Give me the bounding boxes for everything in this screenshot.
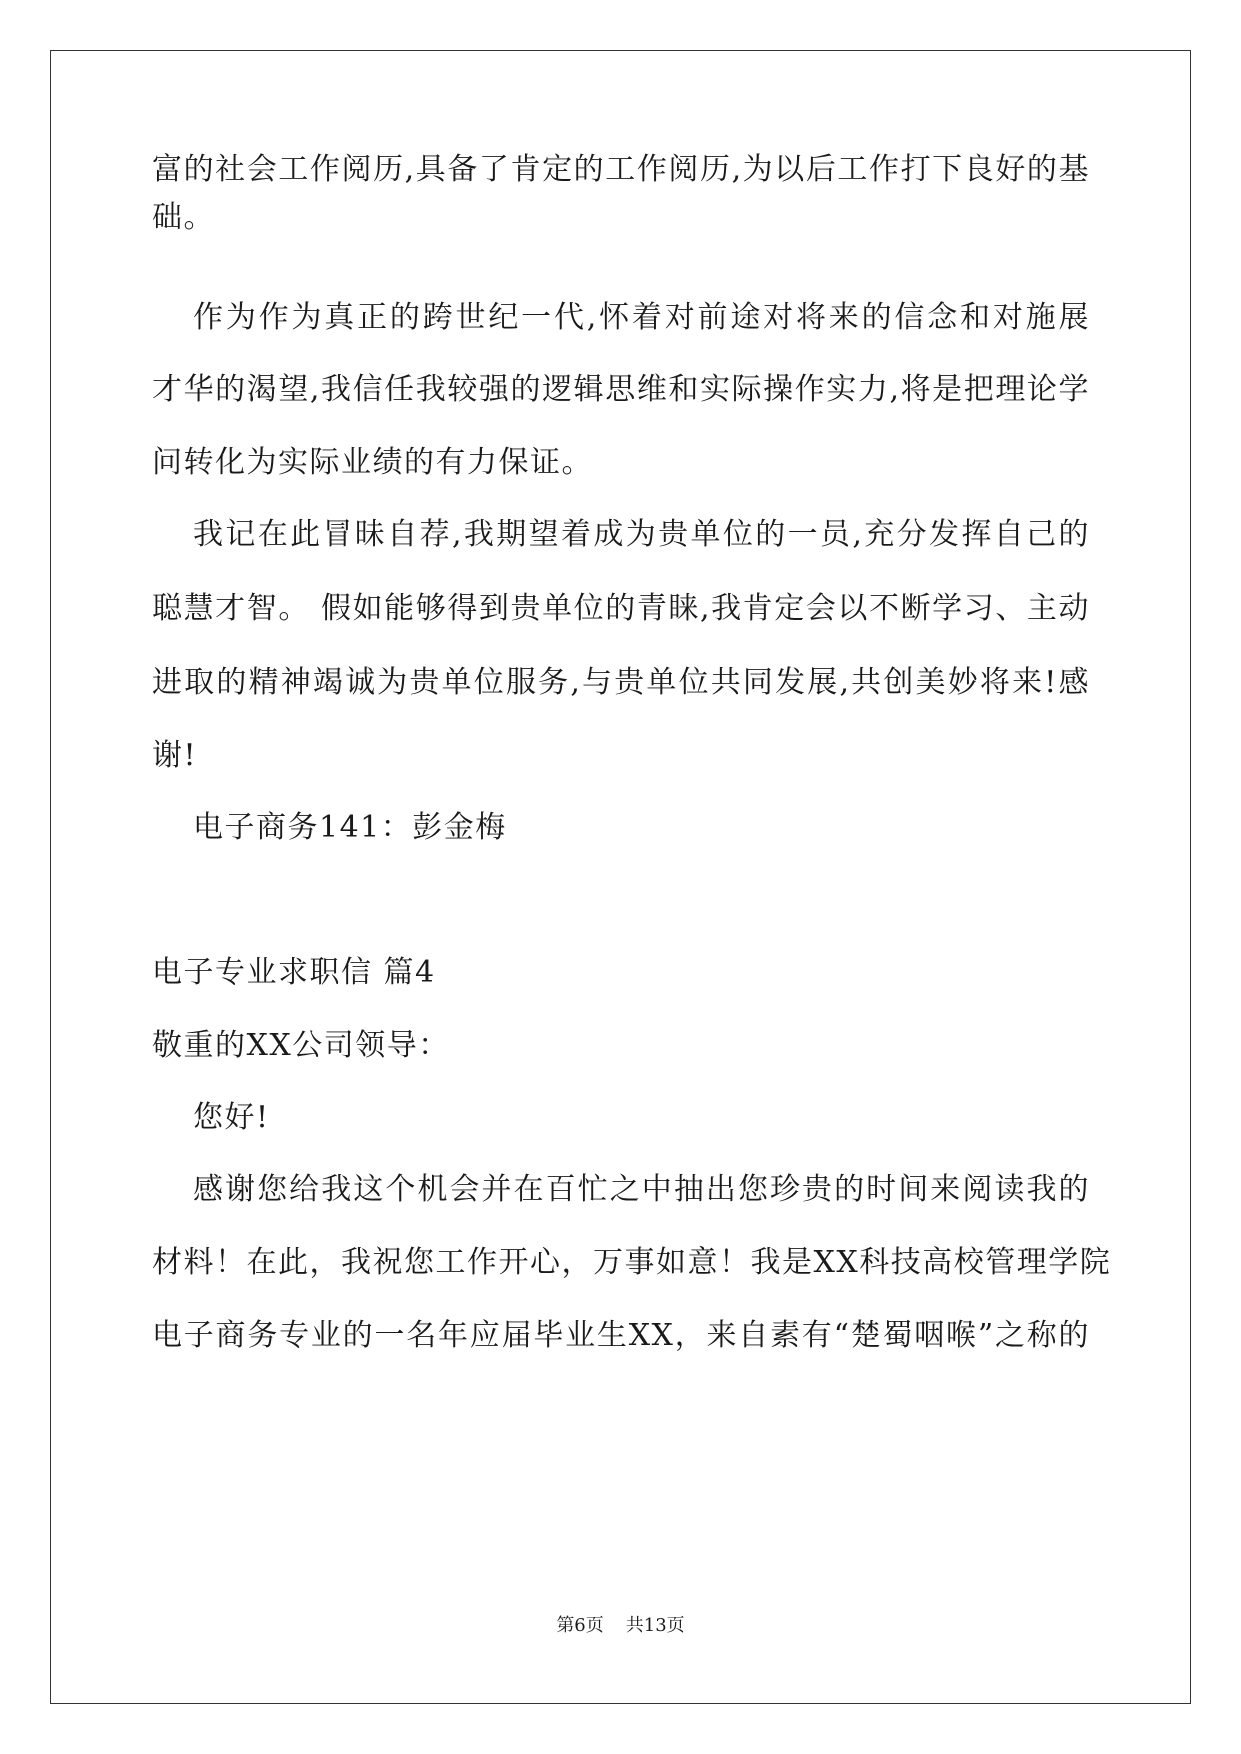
- body-line: 作为作为真正的跨世纪一代,怀着对前途对将来的信念和对施展: [193, 300, 1090, 335]
- page-total: 共13页: [625, 1615, 685, 1636]
- body-line: 进取的精神竭诚为贵单位服务,与贵单位共同发展,共创美妙将来!感: [152, 665, 1090, 700]
- page-frame: [50, 50, 1191, 1704]
- body-line: 聪慧才智。 假如能够得到贵单位的青睐,我肯定会以不断学习、主动: [152, 591, 1090, 626]
- body-line: 材料！在此，我祝您工作开心，万事如意！我是XX科技高校管理学院: [152, 1245, 1112, 1280]
- page-footer: [0, 1614, 1241, 1638]
- section-heading: 电子专业求职信 篇4: [152, 955, 436, 990]
- body-line: 问转化为实际业绩的有力保证。: [152, 445, 593, 480]
- signature-line: 电子商务141：彭金梅: [193, 810, 507, 845]
- body-line: 感谢您给我这个机会并在百忙之中抽出您珍贵的时间来阅读我的: [193, 1172, 1090, 1207]
- body-line: 富的社会工作阅历,具备了肯定的工作阅历,为以后工作打下良好的基: [152, 152, 1090, 187]
- page-number: 第6页: [556, 1615, 604, 1636]
- body-line: 谢!: [152, 738, 198, 773]
- salutation: 敬重的XX公司领导：: [152, 1028, 450, 1063]
- body-line: 我记在此冒昧自荐,我期望着成为贵单位的一员,充分发挥自己的: [193, 517, 1090, 552]
- body-line: 才华的渴望,我信任我较强的逻辑思维和实际操作实力,将是把理论学: [152, 372, 1090, 407]
- body-line: 础。: [152, 200, 215, 235]
- greeting: 您好!: [193, 1100, 270, 1135]
- body-line: 电子商务专业的一名年应届毕业生XX，来自素有“楚蜀咽喉”之称的: [152, 1318, 1090, 1353]
